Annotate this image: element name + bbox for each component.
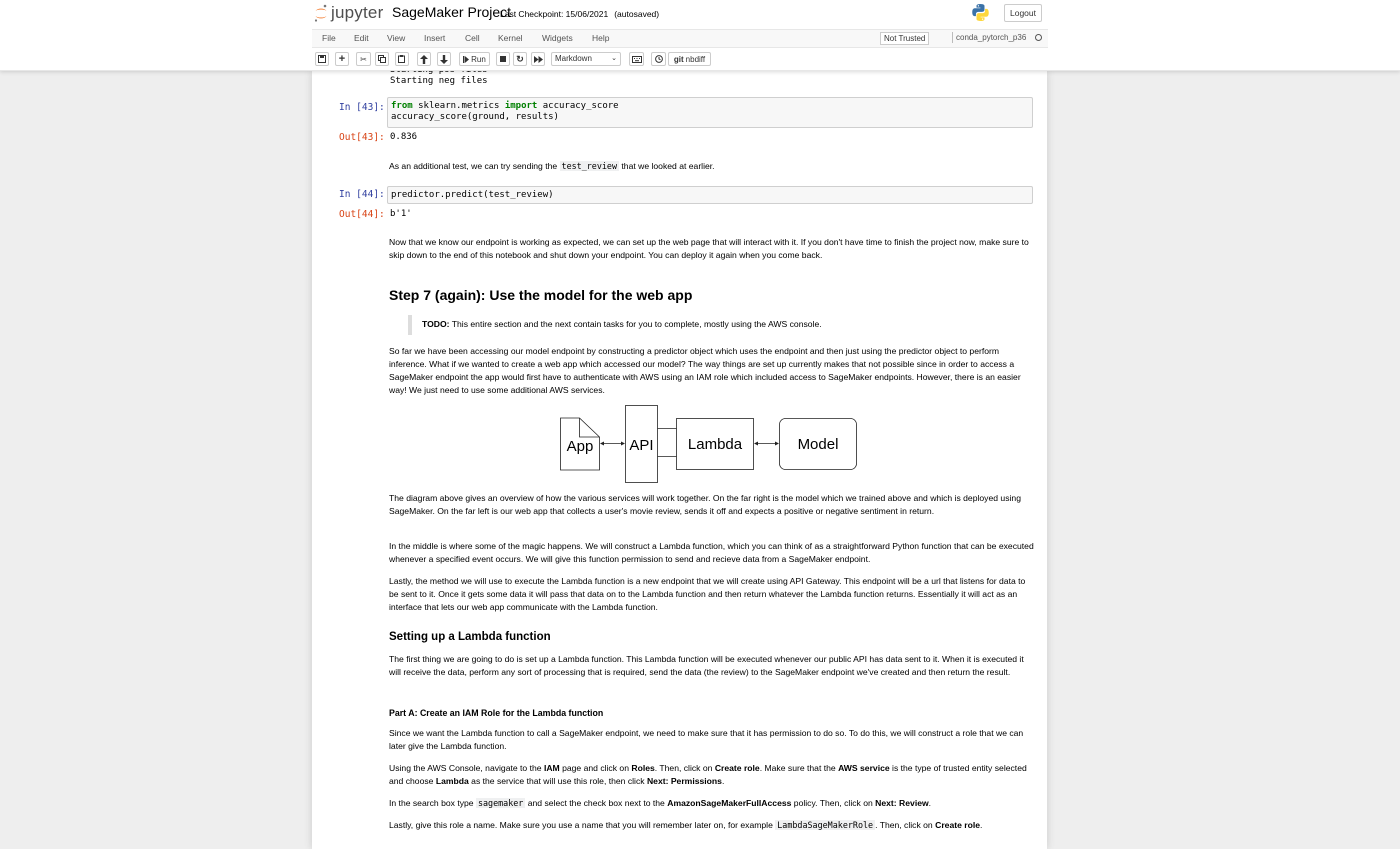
restart-run-all-button[interactable]	[531, 52, 545, 66]
python-logo-icon	[971, 3, 990, 24]
step-forward-icon	[463, 56, 469, 63]
diagram-edge-lambda-model	[754, 442, 779, 446]
markdown-paragraph: The diagram above gives an overview of how the various services will work together. On the far right is the model which we trained above and which is deployed using SageMaker. On the far left is our web app that collects a user's movie review, sends it off and expects a positive or negative sentiment in return.	[389, 493, 1021, 516]
markdown-paragraph	[389, 160, 715, 173]
menu-help[interactable]: Help	[592, 33, 610, 43]
markdown-paragraph: The first thing we are going to do is set up a Lambda function. This Lambda function will be executed whenever our public API has data sent to it. When it is executed it will receive the data, perform any sort of processing that is required, send the data (the review) to the SageMaker endpoint we've created and then return the result.	[389, 654, 1024, 677]
markdown-paragraph	[389, 797, 1034, 810]
bold-text: Roles	[631, 763, 655, 773]
markdown-paragraph: Lastly, the method we will use to execute the Lambda function is a new endpoint that we will create using API Gateway. This endpoint will be a url that listens for data to be sent to it. Once it gets some data it will pass that data on to the Lambda function and then return whatever the Lambda function returns. Essentially it will act as an interface that lets our web app communicate with the Lambda function.	[389, 576, 1026, 612]
git-icon: git	[673, 54, 684, 64]
command-palette-button[interactable]	[629, 52, 644, 66]
notebook-header	[0, 0, 1400, 71]
bold-text: Next: Review	[875, 798, 929, 808]
stop-icon	[500, 56, 506, 62]
code-token: sklearn.metrics	[412, 101, 505, 111]
keyword: import	[504, 101, 538, 111]
diagram-label-app: App	[566, 438, 594, 455]
todo-blockquote	[408, 315, 822, 335]
interrupt-button[interactable]	[496, 52, 510, 66]
section-heading: Step 7 (again): Use the model for the web app	[389, 287, 693, 303]
inline-code: test_review	[561, 161, 618, 171]
cell-type-select[interactable]	[551, 52, 621, 66]
menu-insert[interactable]: Insert	[424, 33, 446, 43]
insert-cell-button[interactable]	[335, 52, 349, 66]
text: and select the check box next to the	[525, 798, 668, 808]
code-line: predictor.predict(test_review)	[391, 190, 554, 200]
bold-text: Next: Permissions	[646, 776, 722, 786]
code-line: accuracy_score(ground, results)	[391, 112, 559, 122]
keyboard-icon	[632, 56, 642, 63]
menu-widgets[interactable]: Widgets	[542, 33, 573, 43]
paste-button[interactable]	[395, 52, 409, 66]
menu-bar	[312, 29, 1048, 48]
markdown-paragraph: So far we have been accessing our model endpoint by constructing a predictor object which uses the endpoint and then just using the predictor object to perform inference. What if we wanted to create a web app which accessed our model? The way things are set up currently makes that not possible since in order to access a SageMaker endpoint the app would first have to authenticate with AWS using an IAM role which included access to SageMaker endpoints. However, there is an easier way! We just need to use some additional AWS services.	[389, 346, 1021, 395]
bold-text: IAM	[543, 763, 560, 773]
text: . Make sure that the	[759, 763, 839, 773]
markdown-paragraph: In the middle is where some of the magic happens. We will construct a Lambda function, which you can think of as a straightforward Python function that can be executed whenever a specified event occurs. We will give this function permission to send and recieve data from a SageMaker endpoint.	[389, 541, 1034, 564]
text: . Then, click on	[875, 820, 936, 830]
bold-text: Lambda	[435, 776, 469, 786]
menu-cell[interactable]: Cell	[465, 33, 480, 43]
jupyter-logo-icon	[314, 4, 328, 22]
checkpoint-text: Last Checkpoint: 15/06/2021	[500, 9, 609, 19]
arrow-up-icon	[420, 55, 428, 64]
text: Lastly, give this role a name. Make sure you use a name that you will remember later on, for example	[389, 820, 776, 830]
toolbar	[312, 50, 1048, 70]
output-prompt: Out[43]:	[339, 132, 385, 143]
bold-text: AmazonSageMakerFullAccess	[667, 798, 792, 808]
text: policy. Then, click on	[791, 798, 876, 808]
inline-code: LambdaSageMakerRole	[777, 820, 874, 830]
diagram-lambda-node	[677, 419, 754, 470]
output-value: b'1'	[390, 209, 412, 219]
text: is the type of trusted entity selected and choose	[389, 763, 1027, 786]
code-token: accuracy_score	[537, 101, 619, 111]
text: Using the AWS Console, navigate to the	[389, 763, 544, 773]
kernel-idle-indicator-icon	[1035, 34, 1042, 41]
menu-edit[interactable]: Edit	[354, 33, 369, 43]
text: . Then, click on	[654, 763, 715, 773]
section-heading: Setting up a Lambda function	[389, 631, 551, 643]
diagram-edge-api-lambda	[658, 429, 677, 457]
diagram-model-node	[780, 419, 857, 470]
subsection-heading: Part A: Create an IAM Role for the Lambda function	[389, 708, 604, 718]
code-cell-43[interactable]	[387, 97, 1033, 128]
history-button[interactable]	[651, 52, 666, 66]
run-button[interactable]	[459, 52, 490, 66]
save-icon	[318, 55, 326, 63]
run-label: Run	[471, 54, 486, 64]
code-cell-44[interactable]	[387, 186, 1033, 204]
plus-icon: +	[338, 53, 346, 65]
checkpoint-status	[500, 9, 659, 19]
code-line	[391, 101, 1029, 112]
keyword: from	[391, 101, 413, 111]
menu-view[interactable]: View	[387, 33, 406, 43]
copy-button[interactable]	[375, 52, 389, 66]
diagram-app-node	[561, 418, 600, 470]
architecture-diagram	[557, 403, 862, 476]
chevron-down-icon: ⌄	[611, 55, 617, 62]
text: This entire section and the next contain tasks for you to complete, mostly using the AWS console.	[449, 319, 822, 329]
text: .	[721, 776, 725, 786]
output-prompt: Out[44]:	[339, 209, 385, 220]
diagram-label-lambda: Lambda	[687, 436, 743, 453]
output-value: 0.836	[390, 132, 418, 142]
text: as the service that will use this role, then click	[468, 776, 647, 786]
kernel-name[interactable]: conda_pytorch_p36	[952, 32, 1026, 43]
move-up-button[interactable]	[417, 52, 431, 66]
not-trusted-button[interactable]: Not Trusted	[880, 32, 929, 45]
arrow-down-icon	[440, 55, 448, 64]
restart-button[interactable]	[513, 52, 527, 66]
text: page and click on	[559, 763, 632, 773]
text: that we looked at earlier.	[619, 161, 715, 171]
todo-label: TODO:	[422, 319, 450, 329]
inline-code: sagemaker	[477, 798, 524, 808]
text: As an additional test, we can try sending the	[389, 161, 560, 171]
nbdiff-label: nbdiff	[685, 54, 706, 64]
cut-button[interactable]	[356, 52, 371, 66]
clock-icon	[655, 55, 663, 63]
output-line: Starting neg files	[390, 76, 488, 86]
markdown-paragraph: Now that we know our endpoint is working as expected, we can set up the web page that will interact with it. If you don't have time to finish the project now, make sure to skip down to the end of this notebook and shut down your endpoint. You can deploy it again when you come back.	[389, 237, 1029, 260]
menu-file[interactable]: File	[322, 33, 336, 43]
jupyter-logo[interactable]	[314, 3, 383, 23]
nbdiff-button[interactable]	[668, 52, 711, 66]
diagram-edge-app-api	[600, 442, 625, 446]
diagram-label-model: Model	[797, 436, 839, 453]
diagram-label-api: API	[629, 437, 654, 454]
notebook-name[interactable]: SageMaker Project	[392, 4, 512, 20]
logout-button[interactable]: Logout	[1004, 4, 1042, 22]
jupyter-logo-text: jupyter	[331, 3, 384, 22]
text: .	[980, 820, 983, 830]
markdown-paragraph	[389, 762, 1034, 788]
save-button[interactable]	[315, 52, 329, 66]
copy-icon	[378, 55, 386, 63]
autosave-status: (autosaved)	[614, 9, 660, 19]
bold-text: AWS service	[838, 763, 890, 773]
text: In the search box type	[389, 798, 476, 808]
diagram-api-node	[626, 406, 658, 483]
move-down-button[interactable]	[437, 52, 451, 66]
input-prompt: In [44]:	[339, 189, 385, 200]
cell-type-value: Markdown	[555, 54, 592, 63]
bold-text: Create role	[935, 820, 981, 830]
notebook-container	[312, 71, 1047, 849]
text: .	[928, 798, 932, 808]
menu-kernel[interactable]: Kernel	[498, 33, 523, 43]
fast-forward-icon	[534, 56, 543, 63]
input-prompt: In [43]:	[339, 102, 385, 113]
markdown-paragraph: Since we want the Lambda function to call a SageMaker endpoint, we need to make sure that it has permission to do so. To do this, we will construct a role that we can later give the Lambda function.	[389, 728, 1024, 751]
refresh-icon: ↻	[516, 53, 524, 64]
bold-text: Create role	[714, 763, 760, 773]
paste-icon	[398, 55, 406, 63]
markdown-paragraph	[389, 819, 1034, 832]
scissors-icon: ✂	[360, 54, 367, 64]
